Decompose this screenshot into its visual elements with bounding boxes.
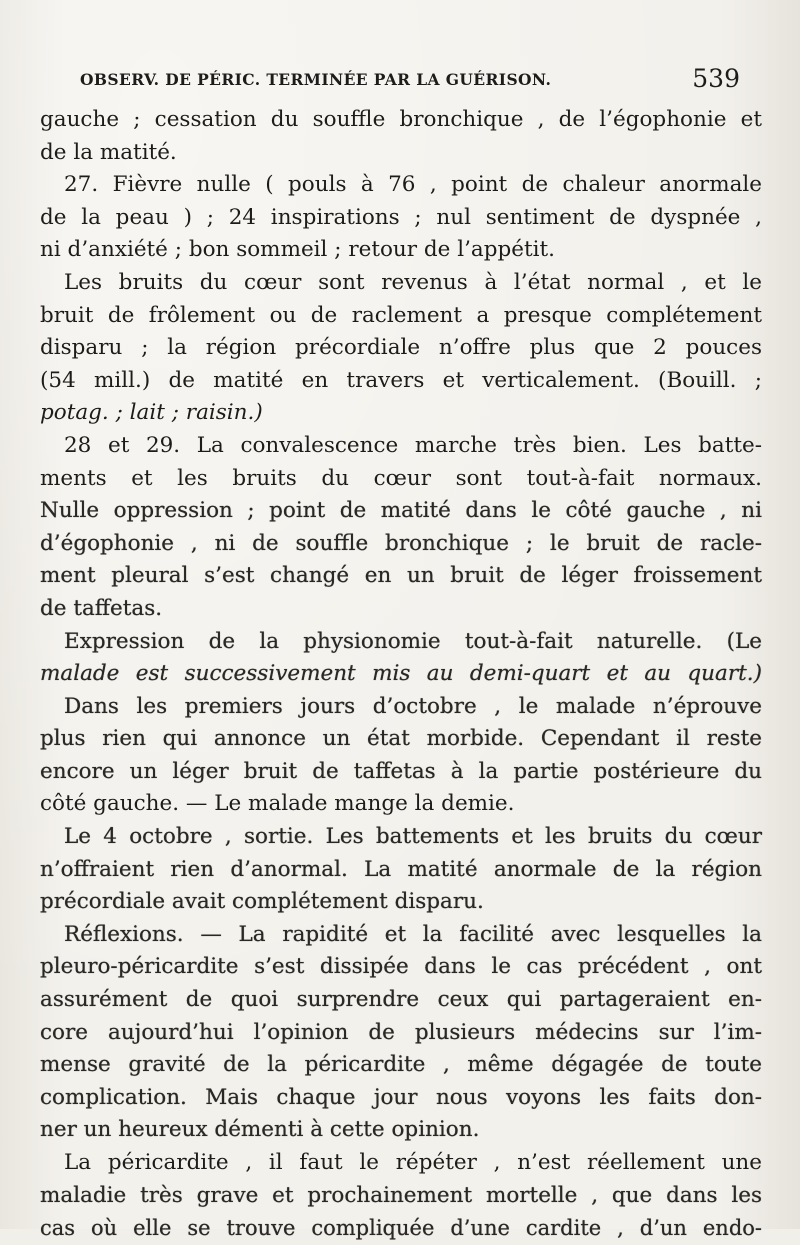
text-line: bruit de frôlement ou de raclement a presque complétement (40, 302, 762, 328)
body-text (40, 104, 762, 1245)
text-line: ment pleural s’est changé en un bruit de léger froissement (40, 563, 762, 589)
text-line: pleuro-péricardite s’est dissipée dans le cas précédent , ont (40, 954, 762, 980)
text-line: potag. ; lait ; raisin.) (40, 400, 263, 426)
page-header (80, 64, 740, 94)
text-line: malade est successivement mis au demi-quart et au quart.) (40, 661, 762, 687)
text-line: de la peau ) ; 24 inspirations ; nul sentiment de dyspnée , (40, 204, 762, 230)
text-line: cas où elle se trouve compliquée d’une cardite , d’un endo- (40, 1216, 762, 1241)
text-line: Le 4 octobre , sortie. Les battements et les bruits du cœur (64, 824, 762, 850)
text-line: maladie très grave et prochainement mortelle , que dans les (40, 1182, 762, 1208)
running-head: OBSERV. DE PÉRIC. TERMINÉE PAR LA GUÉRISON. (80, 70, 552, 89)
text-line: ments et les bruits du cœur sont tout-à-fait normaux. (40, 465, 762, 491)
text-line: core aujourd’hui l’opinion de plusieurs médecins sur l’im- (40, 1019, 762, 1045)
text-line: assurément de quoi surprendre ceux qui partageraient en- (40, 987, 762, 1013)
text-line: La péricardite , il faut le répéter , n’est réellement une (64, 1150, 762, 1175)
text-line: mense gravité de la péricardite , même dégagée de toute (40, 1052, 762, 1078)
text-line: 28 et 29. La convalescence marche très bien. Les batte- (64, 432, 762, 458)
text-line: Dans les premiers jours d’octobre , le malade n’éprouve (64, 693, 762, 719)
text-line: Réflexions. — La rapidité et la facilité avec lesquelles la (64, 921, 762, 947)
text-line: plus rien qui annonce un état morbide. Cependant il reste (40, 726, 762, 752)
text-line: 27. Fièvre nulle ( pouls à 76 , point de chaleur anormale (64, 172, 762, 198)
text-line: d’égophonie , ni de souffle bronchique ; le bruit de racle- (40, 530, 762, 556)
text-line: côté gauche. — Le malade mange la demie. (40, 791, 515, 817)
page-number: 539 (692, 64, 740, 93)
text-line: ni d’anxiété ; bon sommeil ; retour de l’appétit. (40, 237, 555, 263)
text-line: disparu ; la région précordiale n’offre plus que 2 pouces (40, 335, 762, 361)
text-line: de taffetas. (40, 595, 163, 621)
text-line: encore un léger bruit de taffetas à la partie postérieure du (40, 758, 762, 784)
text-line: précordiale avait complétement disparu. (40, 889, 484, 915)
text-line: ner un heureux démenti à cette opinion. (40, 1117, 480, 1143)
text-line: (54 mill.) de matité en travers et verticalement. (Bouill. ; (40, 367, 762, 393)
text-line: complication. Mais chaque jour nous voyons les faits don- (40, 1084, 762, 1110)
text-line: n’offraient rien d’anormal. La matité anormale de la région (40, 856, 762, 882)
text-line: de la matité. (40, 139, 177, 165)
text-line: Expression de la physionomie tout-à-fait naturelle. (Le (64, 628, 762, 654)
text-line: Nulle oppression ; point de matité dans le côté gauche , ni (40, 498, 762, 524)
text-line: gauche ; cessation du souffle bronchique , de l’égophonie et (40, 107, 762, 132)
text-line: Les bruits du cœur sont revenus à l’état normal , et le (64, 269, 762, 295)
